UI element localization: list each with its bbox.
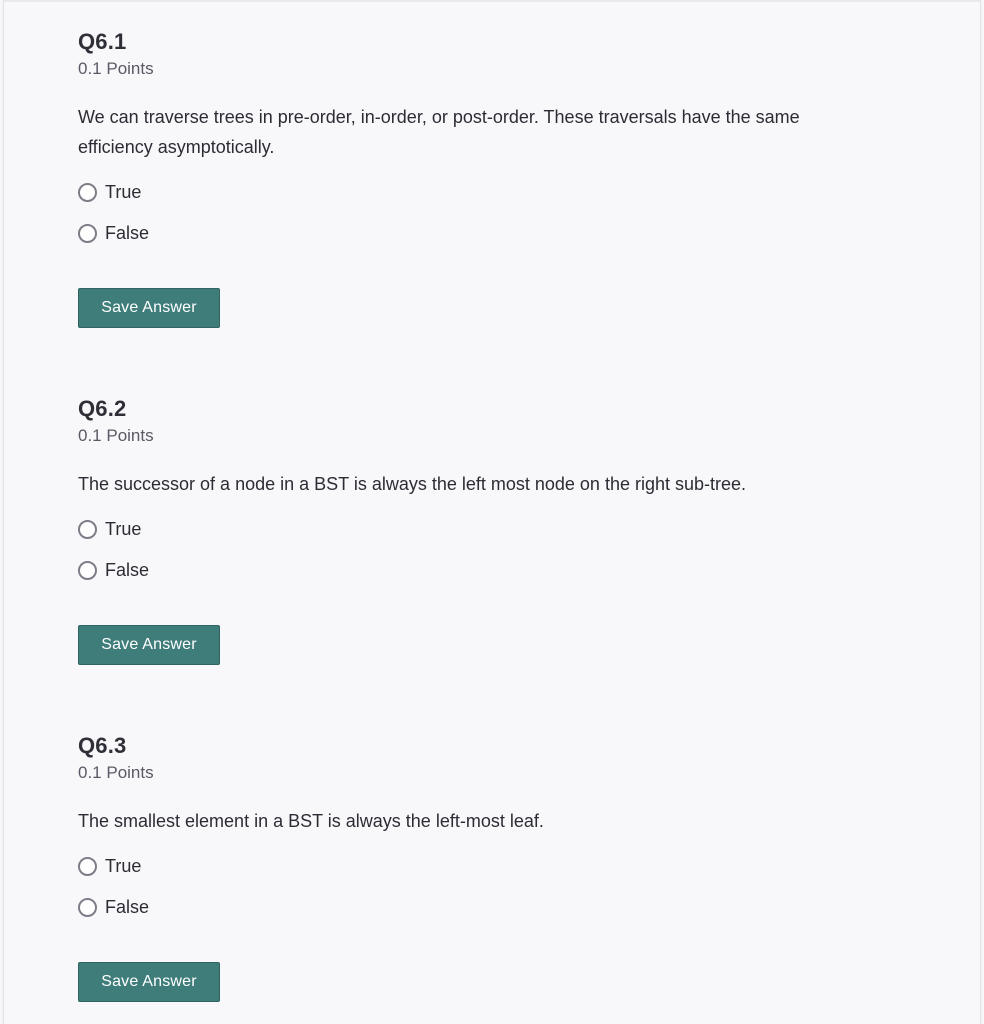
option-true[interactable]	[78, 172, 938, 213]
question-points: 0.1 Points	[78, 59, 154, 78]
option-label[interactable]: False	[105, 560, 150, 580]
option-false[interactable]	[78, 550, 938, 591]
option-label[interactable]: True	[105, 519, 142, 539]
save-answer-button[interactable]: Save Answer	[78, 288, 220, 328]
question-points: 0.1 Points	[78, 763, 154, 782]
option-true[interactable]	[78, 509, 938, 550]
answer-options	[78, 509, 938, 591]
question-points: 0.1 Points	[78, 426, 154, 445]
radio-button[interactable]	[78, 224, 97, 243]
save-answer-button[interactable]: Save Answer	[78, 625, 220, 665]
option-label[interactable]: True	[105, 182, 142, 202]
save-answer-button[interactable]: Save Answer	[78, 962, 220, 1002]
option-false[interactable]	[78, 887, 938, 928]
question-6-3	[78, 732, 938, 1002]
question-prompt: The smallest element in a BST is always the left-most leaf.	[78, 811, 544, 831]
quiz-panel	[3, 0, 981, 1024]
question-prompt: The successor of a node in a BST is always the left most node on the right sub-tree.	[78, 474, 747, 494]
question-title: Q6.1	[78, 29, 127, 54]
radio-button[interactable]	[78, 183, 97, 202]
radio-button[interactable]	[78, 561, 97, 580]
radio-button[interactable]	[78, 898, 97, 917]
radio-button[interactable]	[78, 857, 97, 876]
option-label[interactable]: True	[105, 856, 142, 876]
question-6-1	[78, 28, 938, 328]
question-6-2	[78, 395, 938, 665]
answer-options	[78, 846, 938, 928]
answer-options	[78, 172, 938, 254]
question-prompt: We can traverse trees in pre-order, in-order, or post-order. These traversals have the same efficiency asymptotically.	[78, 107, 800, 157]
option-label[interactable]: False	[105, 897, 150, 917]
question-title: Q6.3	[78, 733, 127, 758]
radio-button[interactable]	[78, 520, 97, 539]
option-true[interactable]	[78, 846, 938, 887]
option-label[interactable]: False	[105, 223, 150, 243]
option-false[interactable]	[78, 213, 938, 254]
question-title: Q6.2	[78, 396, 127, 421]
top-divider	[4, 0, 980, 2]
